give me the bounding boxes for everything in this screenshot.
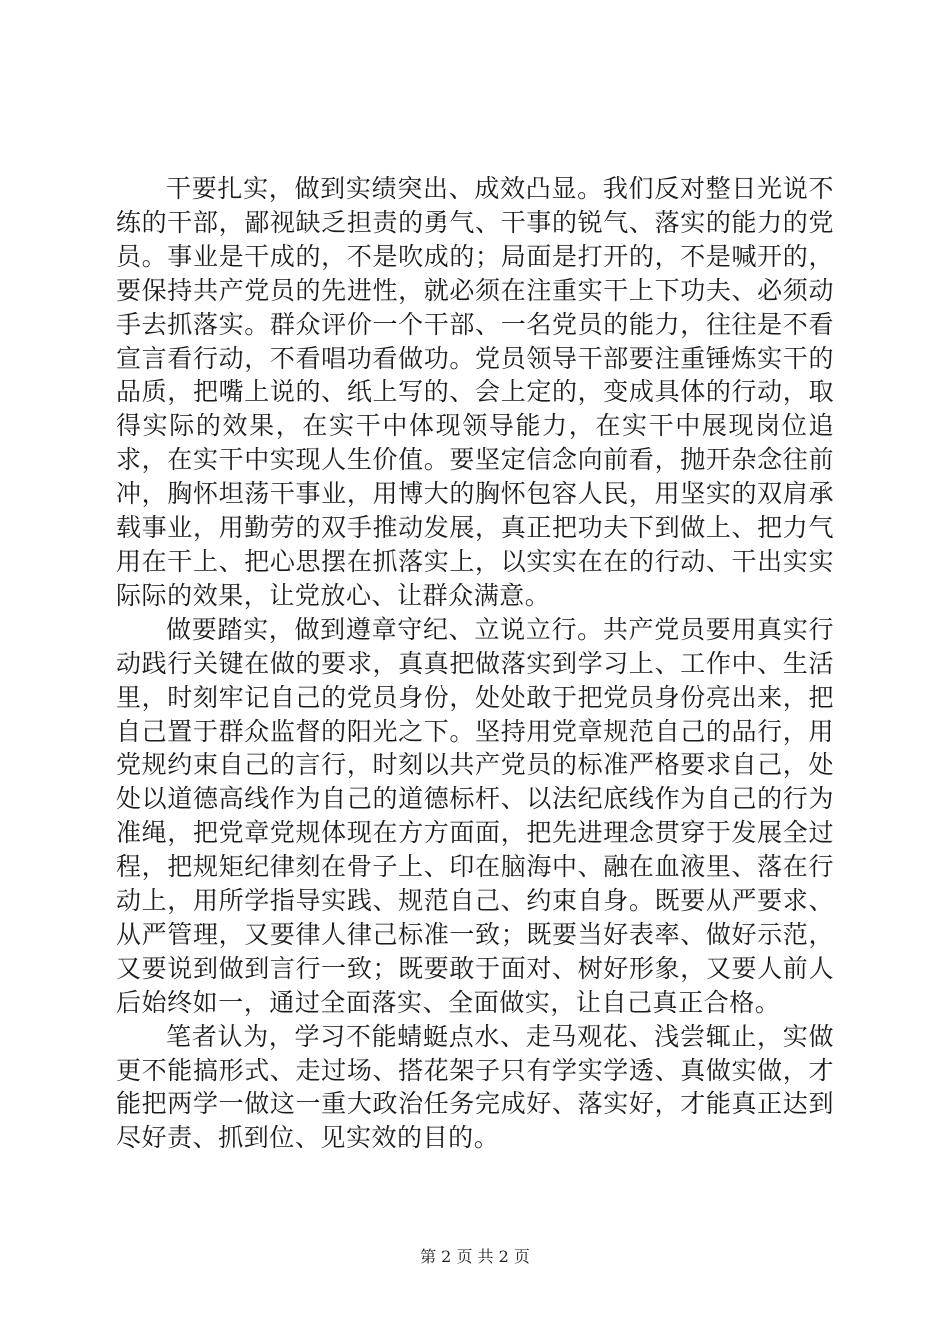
- paragraph-1: 干要扎实，做到实绩突出、成效凸显。我们反对整日光说不练的干部，鄙视缺乏担责的勇气、干事的锐气、落实的能力的党员。事业是干成的，不是吹成的；局面是打开的，不是喊开的，要保持共产党员的先进性，就必须在注重实干上下功夫、必须动手去抓落实。群众评价一个干部、一名党员的能力，往往是不看宣言看行动，不看唱功看做功。党员领导干部要注重锤炼实干的品质，把嘴上说的、纸上写的、会上定的，变成具体的行动，取得实际的效果，在实干中体现领导能力，在实干中展现岗位追求，在实干中实现人生价值。要坚定信念向前看，抛开杂念往前冲，胸怀坦荡干事业，用博大的胸怀包容人民，用坚实的双肩承载事业，用勤劳的双手推动发展，真正把功夫下到做上、把力气用在干上、把心思摆在抓落实上，以实实在在的行动、干出实实际际的效果，让党放心、让群众满意。: [116, 174, 834, 610]
- page-number-footer: 第 2 页 共 2 页: [420, 1247, 530, 1266]
- document-body: [116, 172, 834, 1155]
- paragraph-2: 做要踏实，做到遵章守纪、立说立行。共产党员要用真实行动践行关键在做的要求，真真把做落实到学习上、工作中、生活里，时刻牢记自己的党员身份，处处敢于把党员身份亮出来，把自己置于群众监督的阳光之下。坚持用党章规范自己的品行，用党规约束自己的言行，时刻以共产党员的标准严格要求自己，处处以道德高线作为自己的道德标杆、以法纪底线作为自己的行为准绳，把党章党规体现在方方面面，把先进理念贯穿于发展全过程，把规矩纪律刻在骨子上、印在脑海中、融在血液里、落在行动上，用所学指导实践、规范自己、约束自身。既要从严要求、从严管理，又要律人律己标准一致；既要当好表率、做好示范，又要说到做到言行一致；既要敢于面对、树好形象，又要人前人后始终如一，通过全面落实、全面做实，让自己真正合格。: [116, 614, 834, 1017]
- paragraph-3: 笔者认为，学习不能蜻蜓点水、走马观花、浅尝辄止，实做更不能搞形式、走过场、搭花架子只有学实学透、真做实做，才能把两学一做这一重大政治任务完成好、落实好，才能真正达到尽好责、抓到位、见实效的目的。: [116, 1021, 834, 1153]
